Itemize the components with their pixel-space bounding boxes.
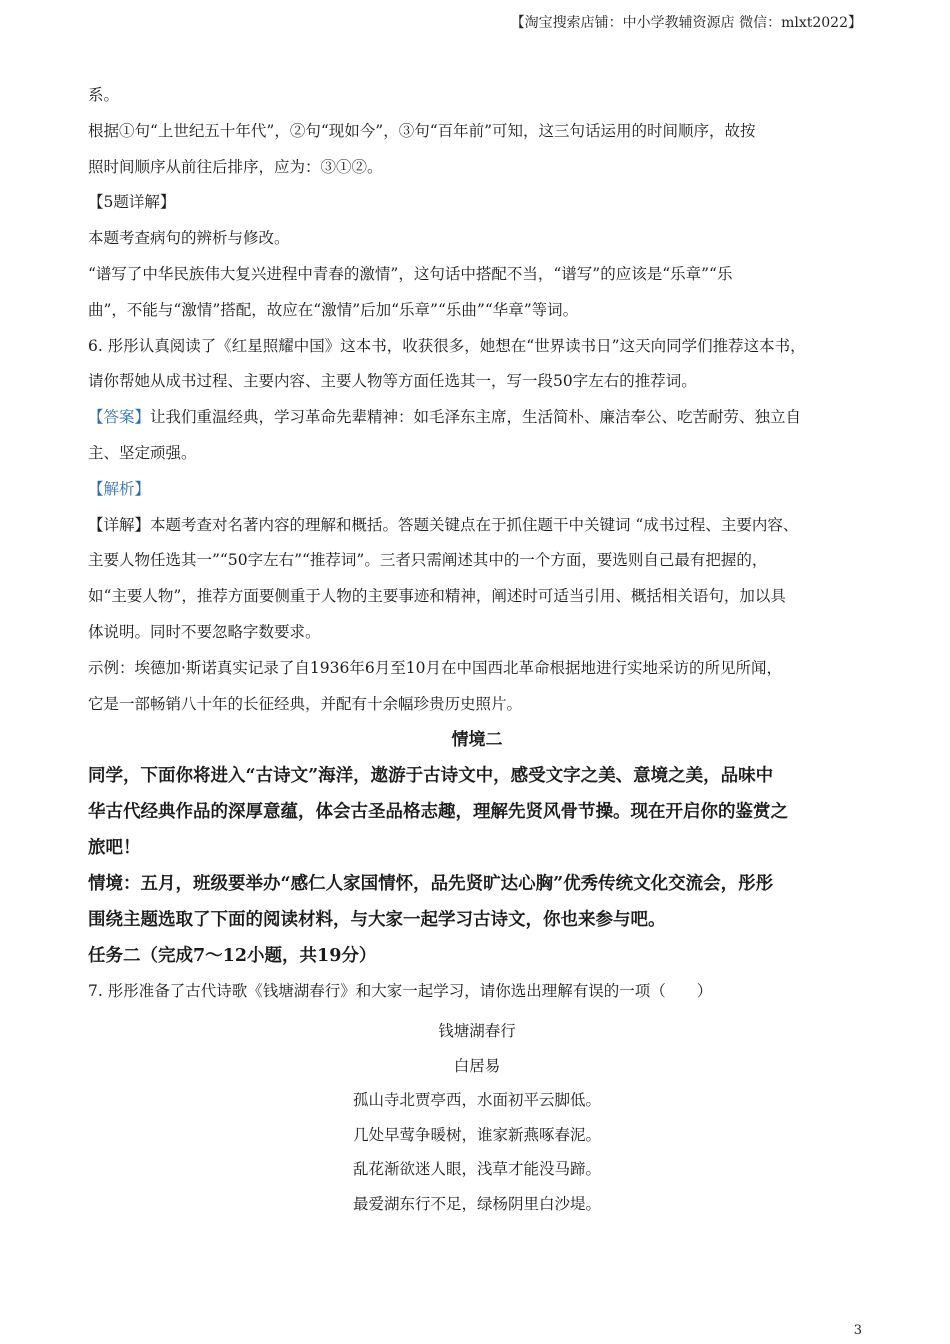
text-line: 照时间顺序从前往后排序，应为：③①②。 xyxy=(88,157,383,176)
question-7: 7. 彤彤准备了古代诗歌《钱塘湖春行》和大家一起学习，请你选出理解有误的一项（ ） xyxy=(88,982,713,1001)
question-6: 6. 彤彤认真阅读了《红星照耀中国》这本书，收获很多，她想在“世界读书日”这天向同学们推荐这本书， xyxy=(88,336,806,355)
poem-line: 最爱湖东行不足，绿杨阴里白沙堤。 xyxy=(352,1194,601,1213)
context-line: 情境：五月，班级要举办“感仁人家国情怀，品先贤旷达心胸”优秀传统文化交流会，彤彤 xyxy=(88,874,774,895)
question-5-heading: 【5题详解】 xyxy=(88,193,176,212)
poem-line: 孤山寺北贾亭西，水面初平云脚低。 xyxy=(352,1091,601,1110)
text-line: 主、坚定顽强。 xyxy=(88,443,197,462)
intro-line: 同学，下面你将进入“古诗文”海洋，遨游于古诗文中，感受文字之美、意境之美，品味中 xyxy=(88,766,774,787)
answer-line xyxy=(88,400,866,436)
poem-line: 几处早莺争暖树，谁家新燕啄春泥。 xyxy=(352,1125,601,1144)
poem xyxy=(88,1014,866,1221)
text-line: 系。 xyxy=(88,86,120,104)
page-content xyxy=(88,78,866,1221)
text-line: 根据①句“上世纪五十年代”，②句“现如今”，③句“百年前”可知，这三句话运用的时间顺序，故按 xyxy=(88,121,756,140)
poem-author: 白居易 xyxy=(453,1056,501,1075)
context-line: 围绕主题选取了下面的阅读材料，与大家一起学习古诗文，你也来参与吧。 xyxy=(88,910,666,931)
text-line: 主要人物任选其一”“50字左右”“推荐词”。三者只需阐述其中的一个方面，要选则自己最有把握的， xyxy=(88,551,768,570)
text-line: 请你帮她从成书过程、主要内容、主要人物等方面任选其一，写一段50字左右的推荐词。 xyxy=(88,372,697,391)
section-title: 情境二 xyxy=(451,730,503,751)
text-line: 本题考查病句的辨析与修改。 xyxy=(88,229,290,248)
text-line: 它是一部畅销八十年的长征经典，并配有十余幅珍贵历史照片。 xyxy=(88,694,523,713)
intro-line: 华古代经典作品的深厚意蕴，体会古圣品格志趣，理解先贤风骨节操。现在开启你的鉴赏之 xyxy=(88,802,788,823)
intro-line: 旅吧！ xyxy=(88,838,141,859)
analysis-label: 【解析】 xyxy=(88,479,151,498)
text-line: 如“主要人物”，推荐方面要侧重于人物的主要事迹和精神，阐述时可适当引用、概括相关语句，加以具 xyxy=(88,587,786,606)
poem-title: 钱塘湖春行 xyxy=(438,1022,516,1041)
task-heading: 任务二（完成7～12小题，共19分） xyxy=(88,946,377,967)
answer-text: 让我们重温经典，学习革命先辈精神：如毛泽东主席，生活简朴、廉洁奉公、吃苦耐劳、独立自 xyxy=(150,408,802,427)
text-line: 体说明。同时不要忽略字数要求。 xyxy=(88,622,321,641)
text-line: 示例：埃德加·斯诺真实记录了自1936年6月至10月在中国西北革命根据地进行实地采访的所见所闻， xyxy=(88,658,782,677)
text-line: 【详解】本题考查对名著内容的理解和概括。答题关键点在于抓住题干中关键词 “成书过程、主要内容、 xyxy=(88,515,799,534)
page-header: 【淘宝搜索店铺：中小学教辅资源店 微信：mlxt2022】 xyxy=(510,15,862,31)
text-line: 曲”，不能与“激情”搭配，故应在“激情”后加“乐章”“乐曲”“华章”等词。 xyxy=(88,300,579,319)
poem-line: 乱花渐欲迷人眼，浅草才能没马蹄。 xyxy=(352,1160,601,1179)
answer-label: 【答案】 xyxy=(88,408,151,427)
text-line: “谱写了中华民族伟大复兴进程中青春的激情”，这句话中搭配不当，“谱写”的应该是“乐章”“乐 xyxy=(88,264,733,283)
page-number: 3 xyxy=(853,1323,862,1338)
